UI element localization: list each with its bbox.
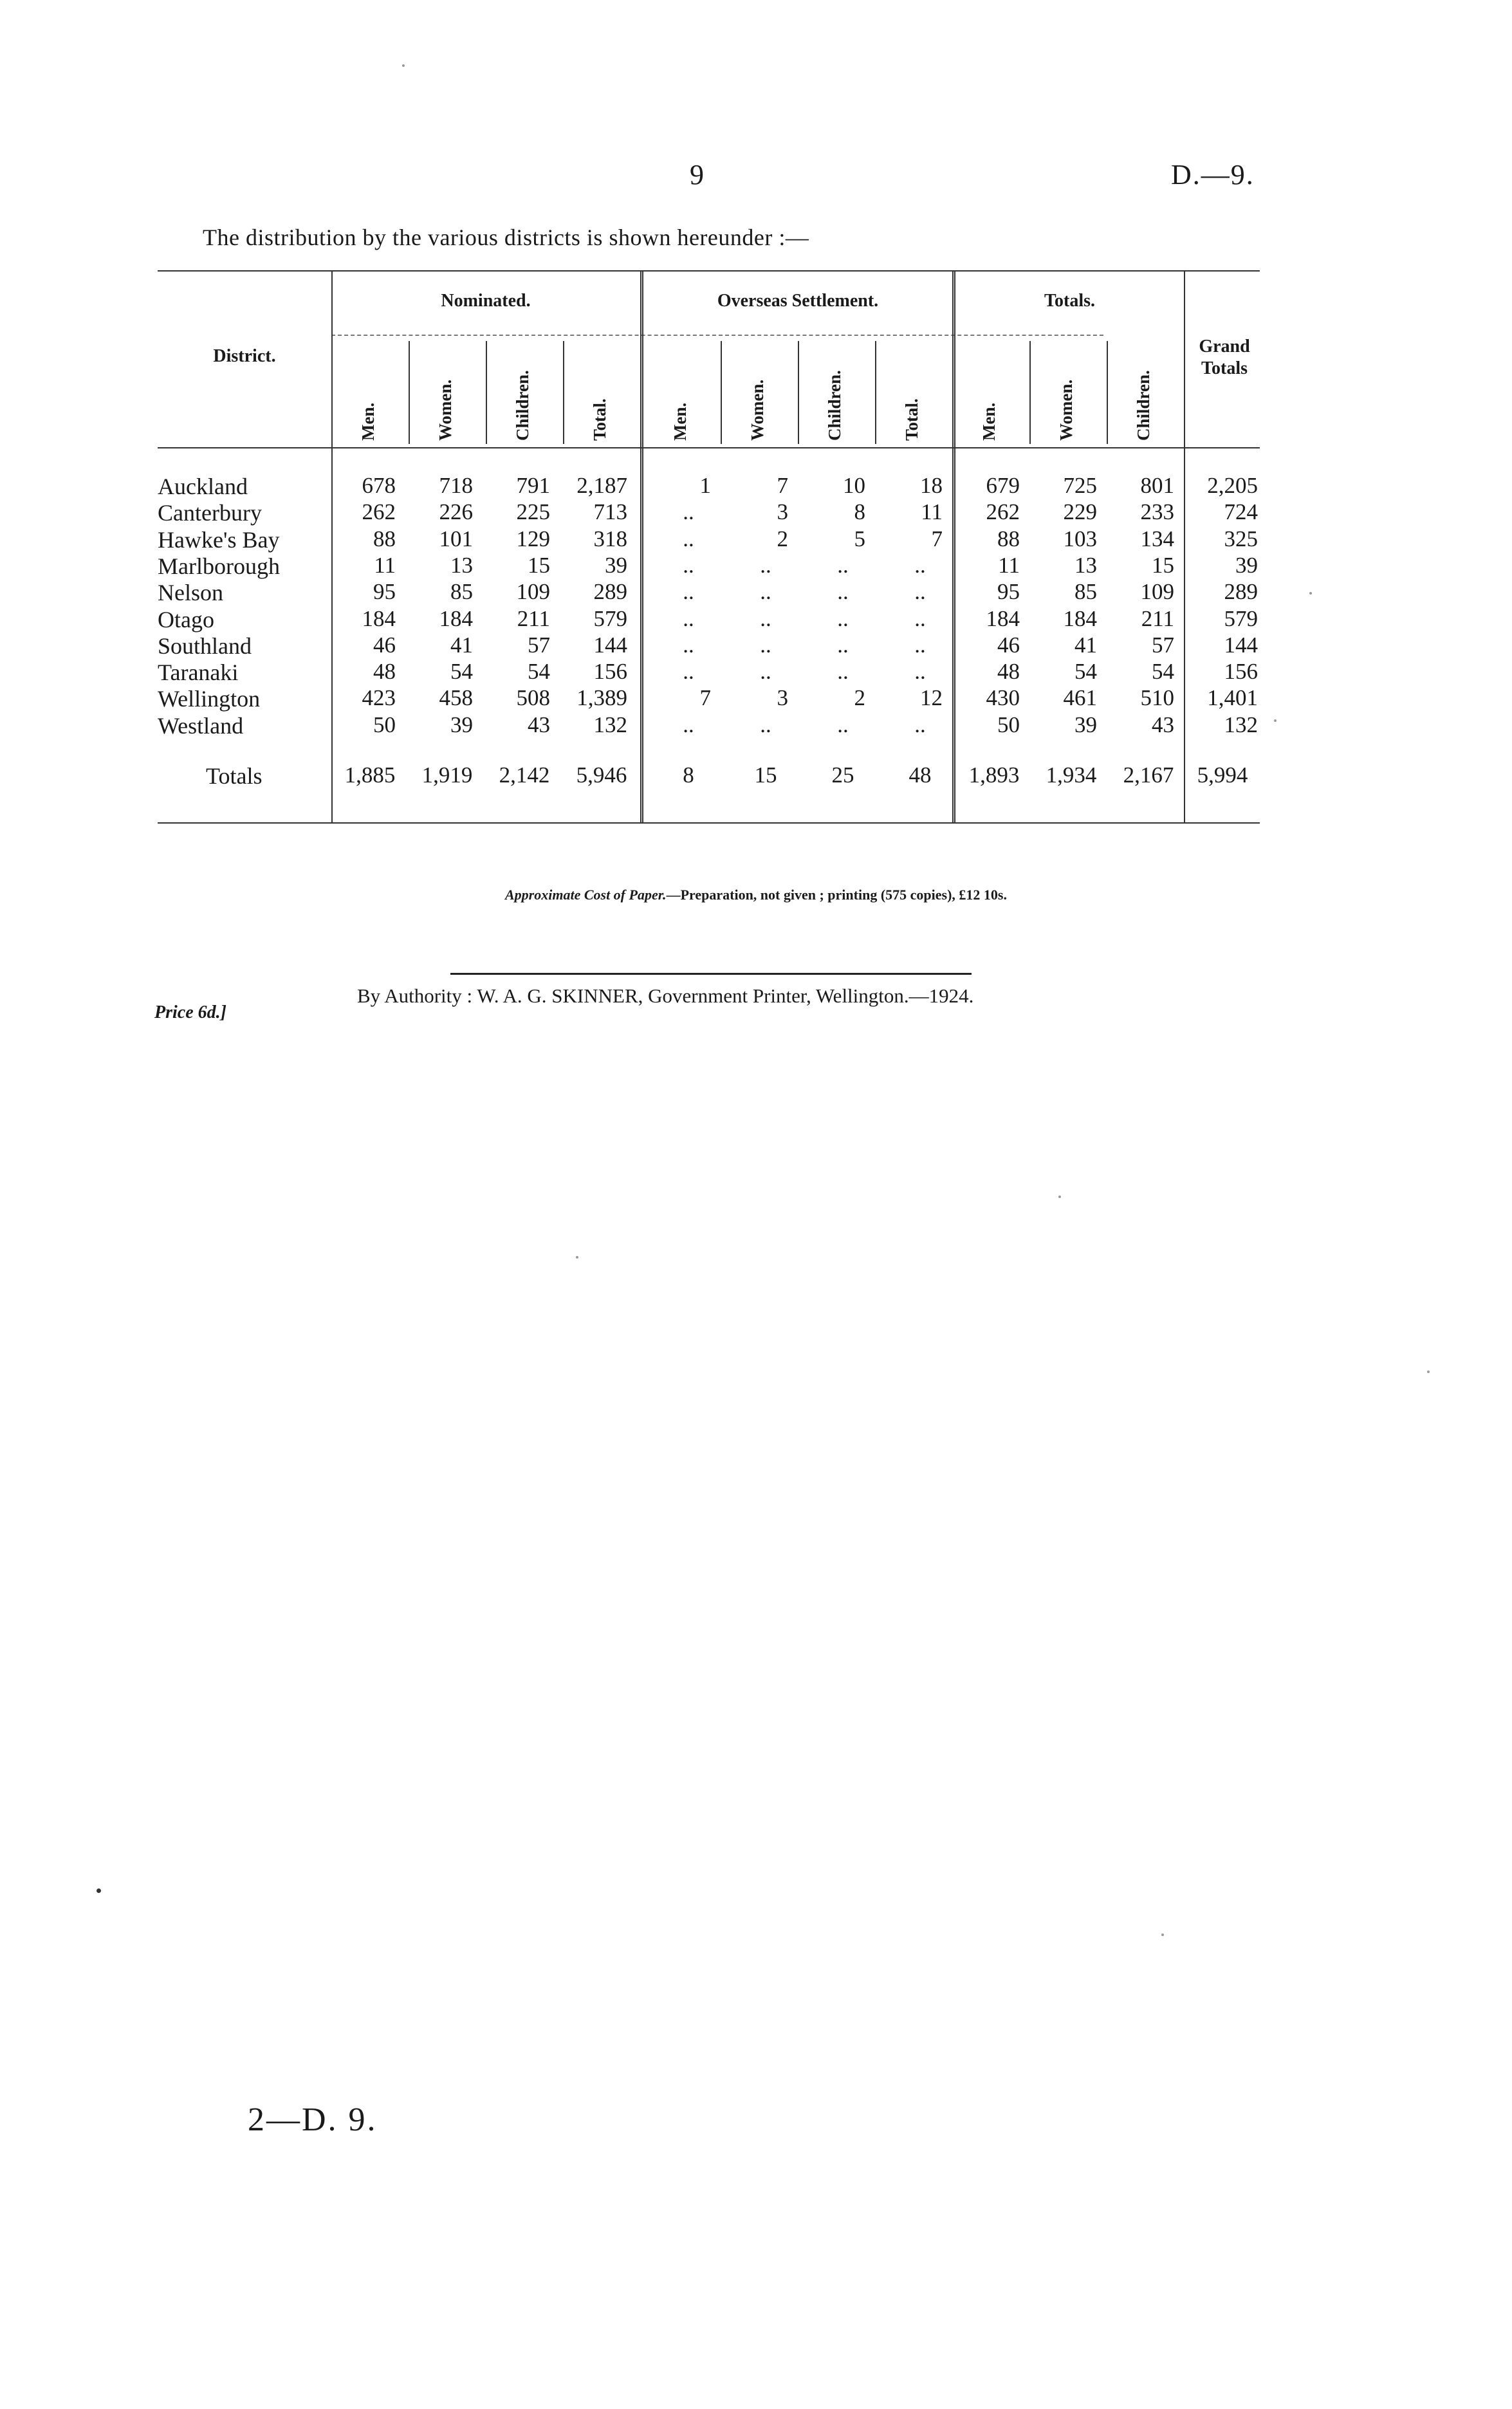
district-name: Nelson	[158, 580, 223, 606]
totals-label: Totals	[206, 763, 263, 789]
table-cell: ..	[837, 659, 849, 685]
scan-speck	[1161, 1934, 1164, 1936]
table-cell: ..	[760, 552, 771, 578]
table-cell: 225	[516, 499, 550, 525]
table-cell: 211	[1141, 605, 1174, 631]
table-cell: 1,401	[1207, 685, 1258, 711]
table-cell: 184	[362, 605, 396, 631]
signature-mark: 2—D. 9.	[248, 2101, 378, 2138]
totals-cell: 2,167	[1123, 762, 1174, 788]
district-name: Marlborough	[158, 553, 280, 579]
table-cell: 458	[439, 685, 473, 711]
table-cell: ..	[914, 659, 926, 685]
table-cell: ..	[683, 632, 694, 658]
subheader-women: Women.	[748, 379, 767, 441]
table-cell: 134	[1140, 526, 1174, 551]
page-number: 9	[690, 159, 704, 190]
table-cell: 88	[373, 526, 396, 551]
header-bottom-rule	[158, 447, 1260, 448]
table-cell: 11	[374, 552, 396, 578]
table-cell: 3	[777, 499, 788, 525]
table-cell: 48	[997, 659, 1020, 685]
table-cell: 39	[450, 712, 473, 737]
scan-speck	[1058, 1195, 1061, 1198]
table-cell: 7	[777, 473, 788, 498]
table-cell: ..	[837, 632, 849, 658]
subheader-women: Women.	[1056, 379, 1076, 441]
table-cell: 101	[439, 526, 473, 551]
table-cell: 2	[777, 526, 788, 551]
table-cell: 233	[1140, 499, 1174, 525]
col-line	[486, 341, 487, 444]
table-cell: 18	[920, 473, 943, 498]
totals-cell: 1,885	[344, 762, 396, 788]
col-line	[1184, 270, 1185, 822]
totals-cell: 1,919	[421, 762, 473, 788]
table-cell: 41	[1074, 632, 1097, 658]
group-header-totals: Totals.	[1044, 291, 1096, 311]
table-cell: 132	[593, 712, 627, 737]
col-line	[798, 341, 799, 444]
scan-speck	[576, 1256, 578, 1259]
table-cell: ..	[760, 659, 771, 685]
table-cell: 46	[373, 632, 396, 658]
district-header: District.	[213, 346, 276, 366]
table-cell: 184	[1063, 605, 1097, 631]
totals-cell: 1,893	[968, 762, 1020, 788]
table-cell: 318	[593, 526, 627, 551]
table-cell: 109	[516, 579, 550, 605]
subheader-children: Children.	[825, 370, 844, 441]
table-cell: 2,205	[1207, 473, 1258, 498]
table-cell: 15	[528, 552, 550, 578]
table-cell: ..	[760, 579, 771, 605]
totals-cell: 2,142	[499, 762, 550, 788]
subheader-men: Men.	[979, 402, 999, 441]
table-cell: 57	[528, 632, 550, 658]
table-cell: 579	[593, 605, 627, 631]
subheader-children: Children.	[513, 370, 532, 441]
table-cell: 229	[1063, 499, 1097, 525]
col-line	[875, 341, 876, 444]
table-cell: 144	[593, 632, 627, 658]
table-cell: ..	[914, 579, 926, 605]
table-cell: 50	[373, 712, 396, 737]
table-cell: ..	[683, 605, 694, 631]
table-cell: 184	[439, 605, 473, 631]
table-cell: 54	[450, 659, 473, 685]
table-cell: ..	[837, 712, 849, 737]
col-line	[563, 341, 564, 444]
scan-speck	[402, 64, 405, 67]
district-name: Westland	[158, 712, 244, 739]
table-cell: 184	[986, 605, 1020, 631]
table-cell: 289	[1224, 579, 1258, 605]
table-cell: 7	[931, 526, 943, 551]
table-cell: 15	[1152, 552, 1174, 578]
cost-note	[0, 887, 1512, 903]
table-cell: 679	[986, 473, 1020, 498]
table-cell: 46	[997, 632, 1020, 658]
district-name: Wellington	[158, 686, 261, 712]
table-cell: 2	[854, 685, 865, 711]
table-cell: ..	[760, 605, 771, 631]
table-cell: 54	[528, 659, 550, 685]
table-cell: 132	[1224, 712, 1258, 737]
table-cell: 39	[605, 552, 627, 578]
table-cell: 85	[1074, 579, 1097, 605]
table-cell: ..	[760, 712, 771, 737]
table-cell: 103	[1063, 526, 1097, 551]
table-cell: 156	[593, 659, 627, 685]
group-header-nominated: Nominated.	[441, 291, 531, 311]
separator-rule	[450, 973, 972, 975]
table-cell: 43	[1152, 712, 1174, 737]
table-cell: 12	[920, 685, 943, 711]
scan-speck	[1309, 592, 1312, 595]
subheader-children: Children.	[1134, 370, 1153, 441]
table-cell: 289	[593, 579, 627, 605]
totals-cell: 5,946	[576, 762, 627, 788]
table-cell: ..	[914, 632, 926, 658]
price: Price 6d.]	[154, 1002, 226, 1022]
table-cell: 2,187	[576, 473, 627, 498]
table-cell: ..	[837, 605, 849, 631]
table-cell: 7	[699, 685, 711, 711]
table-cell: 1	[699, 473, 711, 498]
totals-cell: 15	[754, 762, 777, 788]
table-cell: 109	[1140, 579, 1174, 605]
totals-cell: 8	[683, 762, 694, 788]
table-cell: 156	[1224, 659, 1258, 685]
table-bottom-rule	[158, 822, 1260, 824]
subheader-men: Men.	[670, 402, 690, 441]
table-cell: ..	[837, 552, 849, 578]
table-cell: 8	[854, 499, 865, 525]
table-cell: 13	[1074, 552, 1097, 578]
district-name: Canterbury	[158, 500, 262, 526]
table-cell: 725	[1063, 473, 1097, 498]
table-cell: 54	[1152, 659, 1174, 685]
cost-note-label: Approximate Cost of Paper.	[505, 887, 667, 903]
table-cell: ..	[837, 579, 849, 605]
table-cell: 11	[998, 552, 1020, 578]
table-cell: ..	[683, 712, 694, 737]
cost-note-text: —Preparation, not given ; printing (575 copies), £12 10s.	[666, 887, 1007, 903]
table-cell: 226	[439, 499, 473, 525]
table-cell: 48	[373, 659, 396, 685]
intro-text: The distribution by the various districts is shown hereunder :—	[203, 225, 809, 250]
col-line	[1107, 341, 1108, 444]
district-name: Auckland	[158, 474, 248, 499]
authority-line: By Authority : W. A. G. SKINNER, Government Printer, Wellington.—1924.	[357, 984, 974, 1007]
district-name: Taranaki	[158, 660, 239, 686]
table-cell: ..	[683, 499, 694, 525]
group-underline	[331, 335, 1103, 336]
scan-speck	[1427, 1371, 1430, 1373]
table-cell: 510	[1140, 685, 1174, 711]
table-cell: 461	[1063, 685, 1097, 711]
table-cell: ..	[683, 579, 694, 605]
table-cell: 791	[516, 473, 550, 498]
table-cell: 54	[1074, 659, 1097, 685]
totals-cell: 48	[908, 762, 932, 788]
distribution-table	[158, 270, 1260, 830]
col-line	[409, 341, 410, 444]
table-cell: 262	[986, 499, 1020, 525]
table-top-rule	[158, 270, 1260, 272]
group-header-overseas: Overseas Settlement.	[717, 291, 879, 311]
table-cell: 211	[517, 605, 550, 631]
table-cell: 423	[362, 685, 396, 711]
table-cell: 718	[439, 473, 473, 498]
table-cell: 1,389	[576, 685, 627, 711]
table-cell: ..	[914, 605, 926, 631]
scan-speck	[97, 1888, 101, 1893]
district-name: Hawke's Bay	[158, 526, 280, 553]
table-cell: 95	[997, 579, 1020, 605]
table-cell: 5	[854, 526, 865, 551]
totals-cell: 1,934	[1046, 762, 1097, 788]
table-cell: 11	[921, 499, 943, 525]
table-cell: 85	[450, 579, 473, 605]
subheader-total: Total.	[902, 398, 921, 441]
table-cell: 10	[843, 473, 865, 498]
table-cell: 129	[516, 526, 550, 551]
district-name: Southland	[158, 632, 252, 659]
totals-cell: 25	[831, 762, 854, 788]
table-cell: 325	[1224, 526, 1258, 551]
table-cell: 801	[1140, 473, 1174, 498]
subheader-women: Women.	[436, 379, 455, 441]
table-cell: 579	[1224, 605, 1258, 631]
table-cell: ..	[914, 712, 926, 737]
table-cell: 13	[450, 552, 473, 578]
table-cell: 508	[516, 685, 550, 711]
table-cell: ..	[683, 659, 694, 685]
table-cell: 724	[1224, 499, 1258, 525]
table-cell: 3	[777, 685, 788, 711]
table-cell: 430	[986, 685, 1020, 711]
table-cell: 95	[373, 579, 396, 605]
scan-speck	[1274, 719, 1277, 722]
table-cell: ..	[683, 526, 694, 551]
grand-totals-header: Grand Totals	[1199, 337, 1250, 378]
col-line	[721, 341, 722, 444]
table-cell: 43	[528, 712, 550, 737]
table-cell: 41	[450, 632, 473, 658]
table-cell: ..	[914, 552, 926, 578]
table-cell: 57	[1152, 632, 1174, 658]
table-cell: 262	[362, 499, 396, 525]
subheader-men: Men.	[358, 402, 378, 441]
col-line	[1029, 341, 1031, 444]
table-cell: 39	[1074, 712, 1097, 737]
table-cell: 88	[997, 526, 1020, 551]
table-cell: 39	[1235, 552, 1258, 578]
table-cell: 50	[997, 712, 1020, 737]
subheader-total: Total.	[590, 398, 609, 441]
col-line-double	[640, 270, 643, 822]
document-reference: D.—9.	[1171, 159, 1255, 190]
table-cell: ..	[760, 632, 771, 658]
table-cell: 144	[1224, 632, 1258, 658]
district-name: Otago	[158, 606, 214, 632]
table-cell: 678	[362, 473, 396, 498]
table-cell: ..	[683, 552, 694, 578]
table-cell: 713	[593, 499, 627, 525]
totals-cell: 5,994	[1197, 762, 1248, 788]
